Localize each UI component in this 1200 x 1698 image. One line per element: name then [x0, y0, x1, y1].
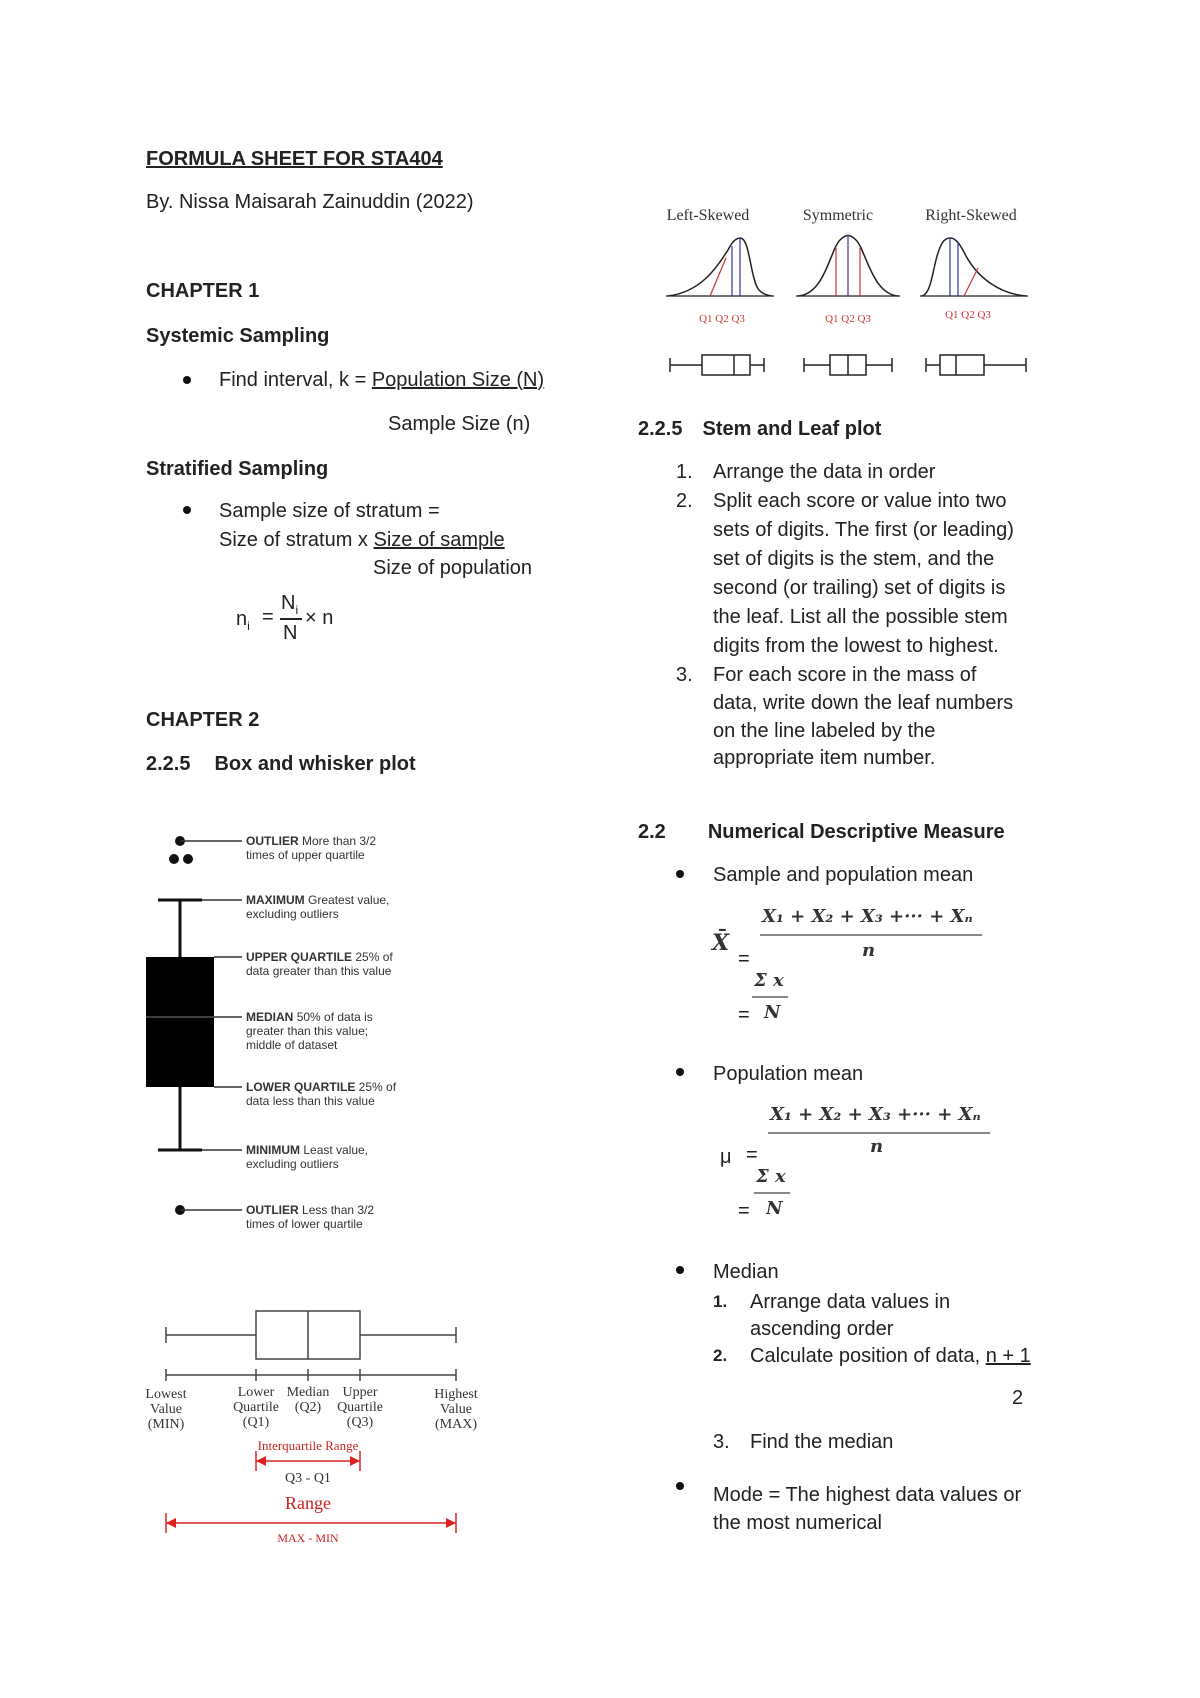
lower-quartile-label: Lower Quartile (Q1) [233, 1385, 279, 1430]
minimum-label: MINIMUM Least value, excluding outliers [246, 1143, 369, 1171]
ndm-heading [638, 819, 1005, 845]
sample-mean-label: Sample and population mean [713, 864, 974, 886]
iqr-label: Interquartile Range [257, 1438, 359, 1453]
formula-times: × n [305, 607, 334, 629]
bullet-dot [676, 1068, 684, 1076]
right-quartiles-label: Q1 Q2 Q3 [945, 309, 991, 321]
interval-formula [219, 367, 544, 393]
median-position-denominator: 2 [1012, 1387, 1024, 1409]
section-number: 2.2.5 [638, 418, 683, 440]
sum-numerator: X₁ + X₂ + X₃ +··· + Xₙ [762, 906, 973, 927]
step-number: 1. [676, 461, 693, 483]
section-number: 2.2 [638, 821, 666, 843]
right-skewed-label: Right-Skewed [925, 207, 1017, 224]
sym-quartiles-label: Q1 Q2 Q3 [825, 313, 871, 325]
bullet-dot [183, 376, 191, 384]
left-quartiles-label: Q1 Q2 Q3 [699, 313, 745, 325]
step-text: data, write down the leaf numbers [713, 692, 1014, 714]
x-bar: X̄ [712, 930, 730, 956]
section-title: Box and whisker plot [214, 753, 416, 775]
n-denominator: n [870, 1136, 884, 1157]
range-formula: MAX - MIN [277, 1531, 339, 1545]
lower-quartile-label: LOWER QUARTILE 25% of data less than this value [246, 1080, 397, 1108]
formula-eq: = [262, 606, 274, 628]
median-step-text: ascending order [750, 1318, 894, 1340]
fraction-bar [768, 1132, 990, 1134]
N-denominator: N [764, 1002, 781, 1023]
median-label: MEDIAN 50% of data is greater than this value; middle of dataset [246, 1010, 373, 1052]
step-text: Split each score or value into two [713, 490, 1007, 512]
chapter1-heading: CHAPTER 1 [146, 280, 260, 302]
left-skewed-label: Left-Skewed [666, 207, 750, 224]
box-whisker-heading [146, 751, 416, 777]
outlier-lower-label: OUTLIER Less than 3/2 times of lower quartile [246, 1203, 375, 1231]
stratified-sampling-heading: Stratified Sampling [146, 458, 329, 480]
skewness-figure [660, 200, 1050, 380]
upper-quartile-label: Upper Quartile (Q3) [337, 1385, 383, 1430]
stem-leaf-heading [638, 416, 881, 442]
mode-line-1: Mode = The highest data values or [713, 1484, 1022, 1506]
step-text: sets of digits. The first (or leading) [713, 519, 1014, 541]
median-value-label: Median (Q2) [286, 1385, 330, 1415]
median-label: Median [713, 1261, 779, 1283]
sigma-x: Σ x [756, 1166, 786, 1187]
equals-sign: = [746, 1144, 758, 1166]
section-number: 2.2.5 [146, 753, 191, 775]
step-text: second (or trailing) set of digits is [713, 577, 1006, 599]
sigma-x: Σ x [754, 970, 784, 991]
chapter2-heading: CHAPTER 2 [146, 709, 260, 731]
step-text: Arrange the data in order [713, 461, 936, 483]
stratum-line3: Size of population [373, 557, 533, 579]
systemic-sampling-heading: Systemic Sampling [146, 325, 330, 347]
median-step-number: 3. [713, 1431, 730, 1453]
stratum-line2-prefix: Size of stratum x [219, 529, 374, 551]
n-denominator: n [862, 940, 876, 961]
step-text: digits from the lowest to highest. [713, 635, 999, 657]
equals-sign: = [738, 1200, 750, 1222]
stratum-line1: Sample size of stratum = [219, 500, 440, 522]
page-title: FORMULA SHEET FOR STA404 [146, 148, 443, 170]
step-text: For each score in the mass of [713, 664, 977, 686]
median-step-text: Find the median [750, 1431, 894, 1453]
lowest-value-label: Lowest Value (MIN) [145, 1387, 187, 1432]
section-title: Numerical Descriptive Measure [707, 821, 1005, 843]
equals-sign: = [738, 1004, 750, 1026]
median-position-numerator: n + 1 [985, 1345, 1031, 1367]
fraction-bar [760, 934, 982, 936]
section-title: Stem and Leaf plot [702, 418, 882, 440]
population-mean-label: Population mean [713, 1063, 864, 1085]
formula-num: $N_i$ [281, 592, 299, 617]
step-text: appropriate item number. [713, 747, 936, 769]
outlier-upper-label: OUTLIER More than 3/2 times of upper quartile [246, 834, 377, 862]
fraction-bar [752, 996, 788, 998]
median-step-number: 1. [713, 1292, 728, 1311]
range-diagram [146, 1295, 486, 1545]
mu-symbol: μ [720, 1146, 732, 1168]
iqr-formula: Q3 - Q1 [285, 1471, 331, 1486]
equals-sign: = [738, 948, 750, 970]
median-step-number: 2. [713, 1346, 728, 1365]
median-position-text: Calculate position of data, [750, 1345, 986, 1367]
highest-value-label: Highest Value (MAX) [434, 1387, 478, 1432]
stratum-line2-underlined: Size of sample [373, 529, 505, 551]
median-step-text [750, 1343, 1031, 1369]
symmetric-label: Symmetric [802, 207, 874, 224]
sample-mean-formula [712, 900, 1012, 1030]
bullet-dot [676, 1266, 684, 1274]
interval-prefix: Find interval, k = [219, 369, 372, 391]
stratum-formula [236, 588, 356, 648]
interval-denominator: Sample Size (n) [388, 413, 531, 435]
median-step-text: Arrange data values in [750, 1291, 951, 1313]
upper-quartile-label: UPPER QUARTILE 25% of data greater than this value [246, 950, 393, 978]
maximum-label: MAXIMUM Greatest value, excluding outliers [246, 893, 390, 921]
interval-numerator: Population Size (N) [371, 369, 545, 391]
step-text: set of digits is the stem, and the [713, 548, 995, 570]
sum-numerator: X₁ + X₂ + X₃ +··· + Xₙ [770, 1104, 981, 1125]
fraction-bar [754, 1192, 790, 1194]
skewness-graphic [660, 200, 1050, 380]
formula-den: N [283, 622, 298, 644]
step-text: the leaf. List all the possible stem [713, 606, 1008, 628]
step-text: on the line labeled by the [713, 720, 936, 742]
formula-lhs: $n_i$ [236, 608, 250, 633]
range-label: Range [285, 1493, 331, 1513]
step-number: 2. [676, 490, 693, 512]
bullet-dot [183, 506, 191, 514]
step-number: 3. [676, 664, 693, 686]
box-anatomy-diagram [140, 825, 480, 1235]
bullet-dot [676, 1482, 684, 1490]
author-line: By. Nissa Maisarah Zainuddin (2022) [146, 191, 474, 213]
N-denominator: N [766, 1198, 783, 1219]
population-mean-formula [712, 1098, 1012, 1228]
stratum-line2 [219, 527, 505, 553]
bullet-dot [676, 870, 684, 878]
mode-line-2: the most numerical [713, 1512, 882, 1534]
